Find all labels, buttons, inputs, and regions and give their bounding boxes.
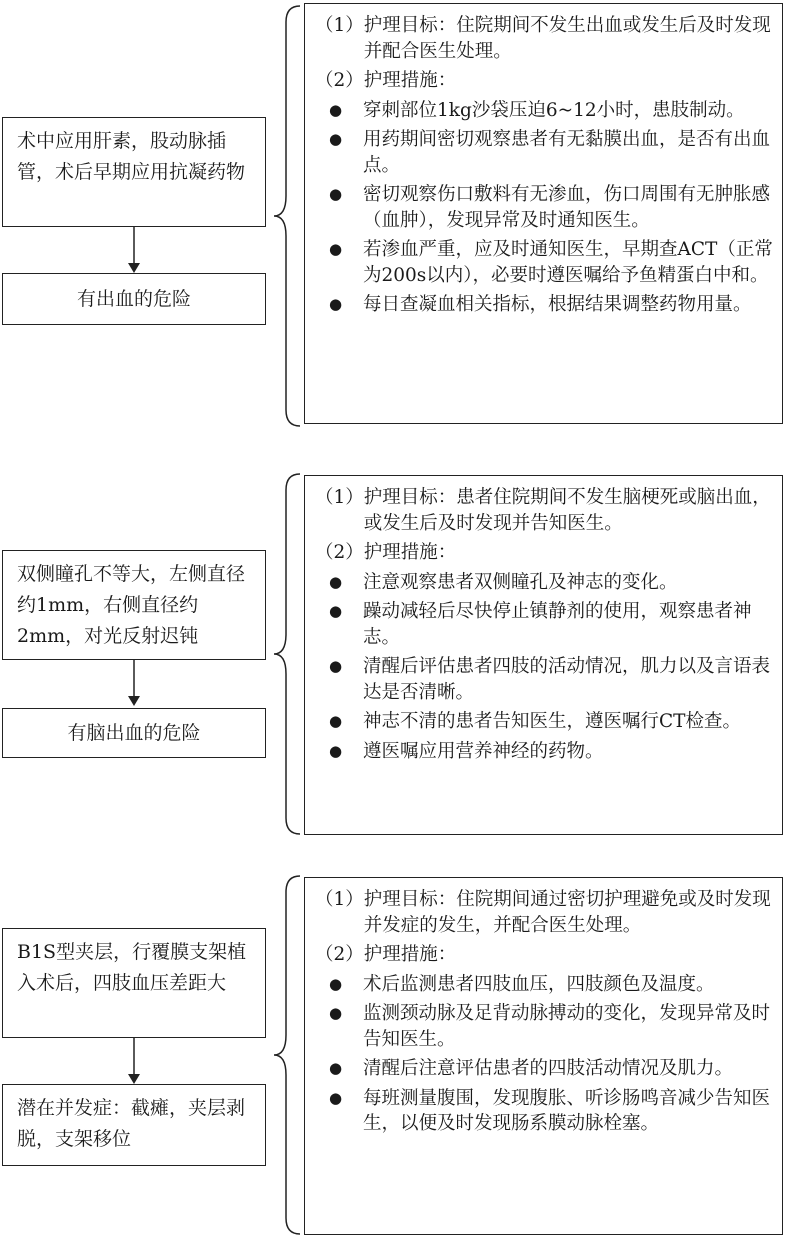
- bullet-icon: ●: [329, 1088, 343, 1107]
- brace-icon: [270, 874, 304, 1236]
- brace-icon: [270, 4, 304, 428]
- measures-title: 护理措施：: [363, 542, 457, 563]
- measures-heading: [315, 68, 776, 94]
- risk-text: 潜在并发症：截瘫，夹层剥脱，支架移位: [17, 1097, 246, 1150]
- measure-text: 若渗血严重，应及时通知医生，早期查ACT（正常为200s以内），必要时遵医嘱给予鱼精蛋白中和。: [363, 239, 773, 286]
- risk-box: [2, 708, 266, 758]
- measure-text: 躁动减轻后尽快停止镇静剂的使用，观察患者神志。: [363, 601, 752, 648]
- measure-item: [315, 1056, 776, 1082]
- bullet-icon: ●: [329, 741, 343, 760]
- section-bleeding: [0, 0, 785, 430]
- measure-text: 术后监测患者四肢血压，四肢颜色及温度。: [363, 973, 715, 995]
- cause-text: B1S型夹层，行覆膜支架植入术后，四肢血压差距大: [17, 941, 247, 994]
- measure-text: 密切观察伤口敷料有无渗血，伤口周围有无肿胀感（血肿），发现异常及时通知医生。: [363, 184, 771, 231]
- goal-text: 护理目标：住院期间通过密切护理避免或及时发现并发症的发生，并配合医生处理。: [363, 889, 771, 936]
- measure-text: 清醒后注意评估患者的四肢活动情况及肌力。: [363, 1058, 734, 1079]
- goal-text: 护理目标：住院期间不发生出血或发生后及时发现并配合医生处理。: [363, 15, 771, 62]
- measures-marker: （2）: [315, 70, 364, 91]
- measures-heading: [315, 540, 776, 566]
- arrow-down-icon: [124, 1038, 144, 1084]
- cause-box: [2, 928, 266, 1038]
- arrow-down-icon: [124, 227, 144, 273]
- measures-heading: [315, 942, 776, 968]
- measure-item: [315, 570, 776, 596]
- measure-text: 遵医嘱应用营养神经的药物。: [363, 740, 604, 762]
- measure-item: [315, 98, 776, 124]
- goal-marker: （1）: [315, 15, 364, 36]
- cause-text: 双侧瞳孔不等大，左侧直径约1mm，右侧直径约2mm，对光反射迟钝: [17, 563, 246, 647]
- measure-item: [315, 292, 776, 318]
- measures-marker: （2）: [315, 944, 364, 965]
- cause-box: [2, 550, 266, 660]
- measure-text: 注意观察患者双侧瞳孔及神志的变化。: [363, 571, 678, 593]
- goal-line: [315, 887, 776, 938]
- bullet-icon: ●: [329, 657, 343, 675]
- risk-box: [2, 1084, 266, 1166]
- bullet-icon: ●: [329, 572, 343, 591]
- bullet-icon: ●: [329, 1059, 343, 1077]
- measure-item: [315, 127, 776, 178]
- bullet-icon: ●: [329, 602, 343, 620]
- cause-text: 术中应用肝素，股动脉插管，术后早期应用抗凝药物: [17, 130, 246, 183]
- measure-item: [315, 709, 776, 735]
- goal-marker: （1）: [315, 889, 364, 910]
- bullet-icon: ●: [329, 295, 343, 313]
- bullet-icon: ●: [329, 100, 343, 119]
- bullet-icon: ●: [329, 130, 343, 148]
- measure-item: [315, 182, 776, 233]
- measure-text: 穿刺部位1kg沙袋压迫6~12小时，患肢制动。: [363, 99, 745, 121]
- measure-item: [315, 237, 776, 288]
- nursing-panel: [304, 3, 783, 424]
- nursing-panel: [304, 475, 783, 835]
- measure-text: 每日查凝血相关指标，根据结果调整药物用量。: [363, 294, 752, 315]
- risk-text: 有脑出血的危险: [67, 721, 201, 744]
- measure-text: 每班测量腹围，发现腹胀、听诊肠鸣音减少告知医生，以便及时发现肠系膜动脉栓塞。: [363, 1087, 771, 1134]
- goal-line: [315, 485, 776, 536]
- section-complications: [0, 872, 785, 1238]
- bullet-icon: ●: [329, 712, 343, 730]
- measures-title: 护理措施：: [363, 944, 457, 965]
- measure-text: 监测颈动脉及足背动脉搏动的变化，发现异常及时告知医生。: [363, 1003, 771, 1050]
- cause-box: [2, 117, 266, 227]
- measure-item: [315, 1001, 776, 1052]
- measure-text: 清醒后评估患者四肢的活动情况，肌力以及言语表达是否清晰。: [363, 656, 771, 703]
- goal-text: 护理目标：患者住院期间不发生脑梗死或脑出血，或发生后及时发现并告知医生。: [363, 487, 771, 534]
- risk-text: 有出血的危险: [76, 287, 191, 310]
- measure-text: 神志不清的患者告知医生，遵医嘱行CT检查。: [363, 711, 741, 732]
- goal-marker: （1）: [315, 487, 364, 508]
- nursing-panel: [304, 877, 783, 1235]
- measures-marker: （2）: [315, 542, 364, 563]
- brace-icon: [270, 472, 304, 836]
- risk-box: [2, 273, 266, 325]
- measure-item: [315, 599, 776, 650]
- bullet-icon: ●: [329, 185, 343, 203]
- bullet-icon: ●: [329, 1004, 343, 1022]
- measure-item: [315, 739, 776, 765]
- bullet-icon: ●: [329, 974, 343, 993]
- measure-item: [315, 972, 776, 998]
- measure-text: 用药期间密切观察患者有无黏膜出血，是否有出血点。: [363, 129, 771, 176]
- measures-title: 护理措施：: [363, 70, 457, 91]
- arrow-down-icon: [124, 660, 144, 706]
- goal-line: [315, 13, 776, 64]
- measure-item: [315, 1086, 776, 1137]
- section-cerebral: [0, 470, 785, 840]
- bullet-icon: ●: [329, 240, 343, 258]
- measure-item: [315, 654, 776, 705]
